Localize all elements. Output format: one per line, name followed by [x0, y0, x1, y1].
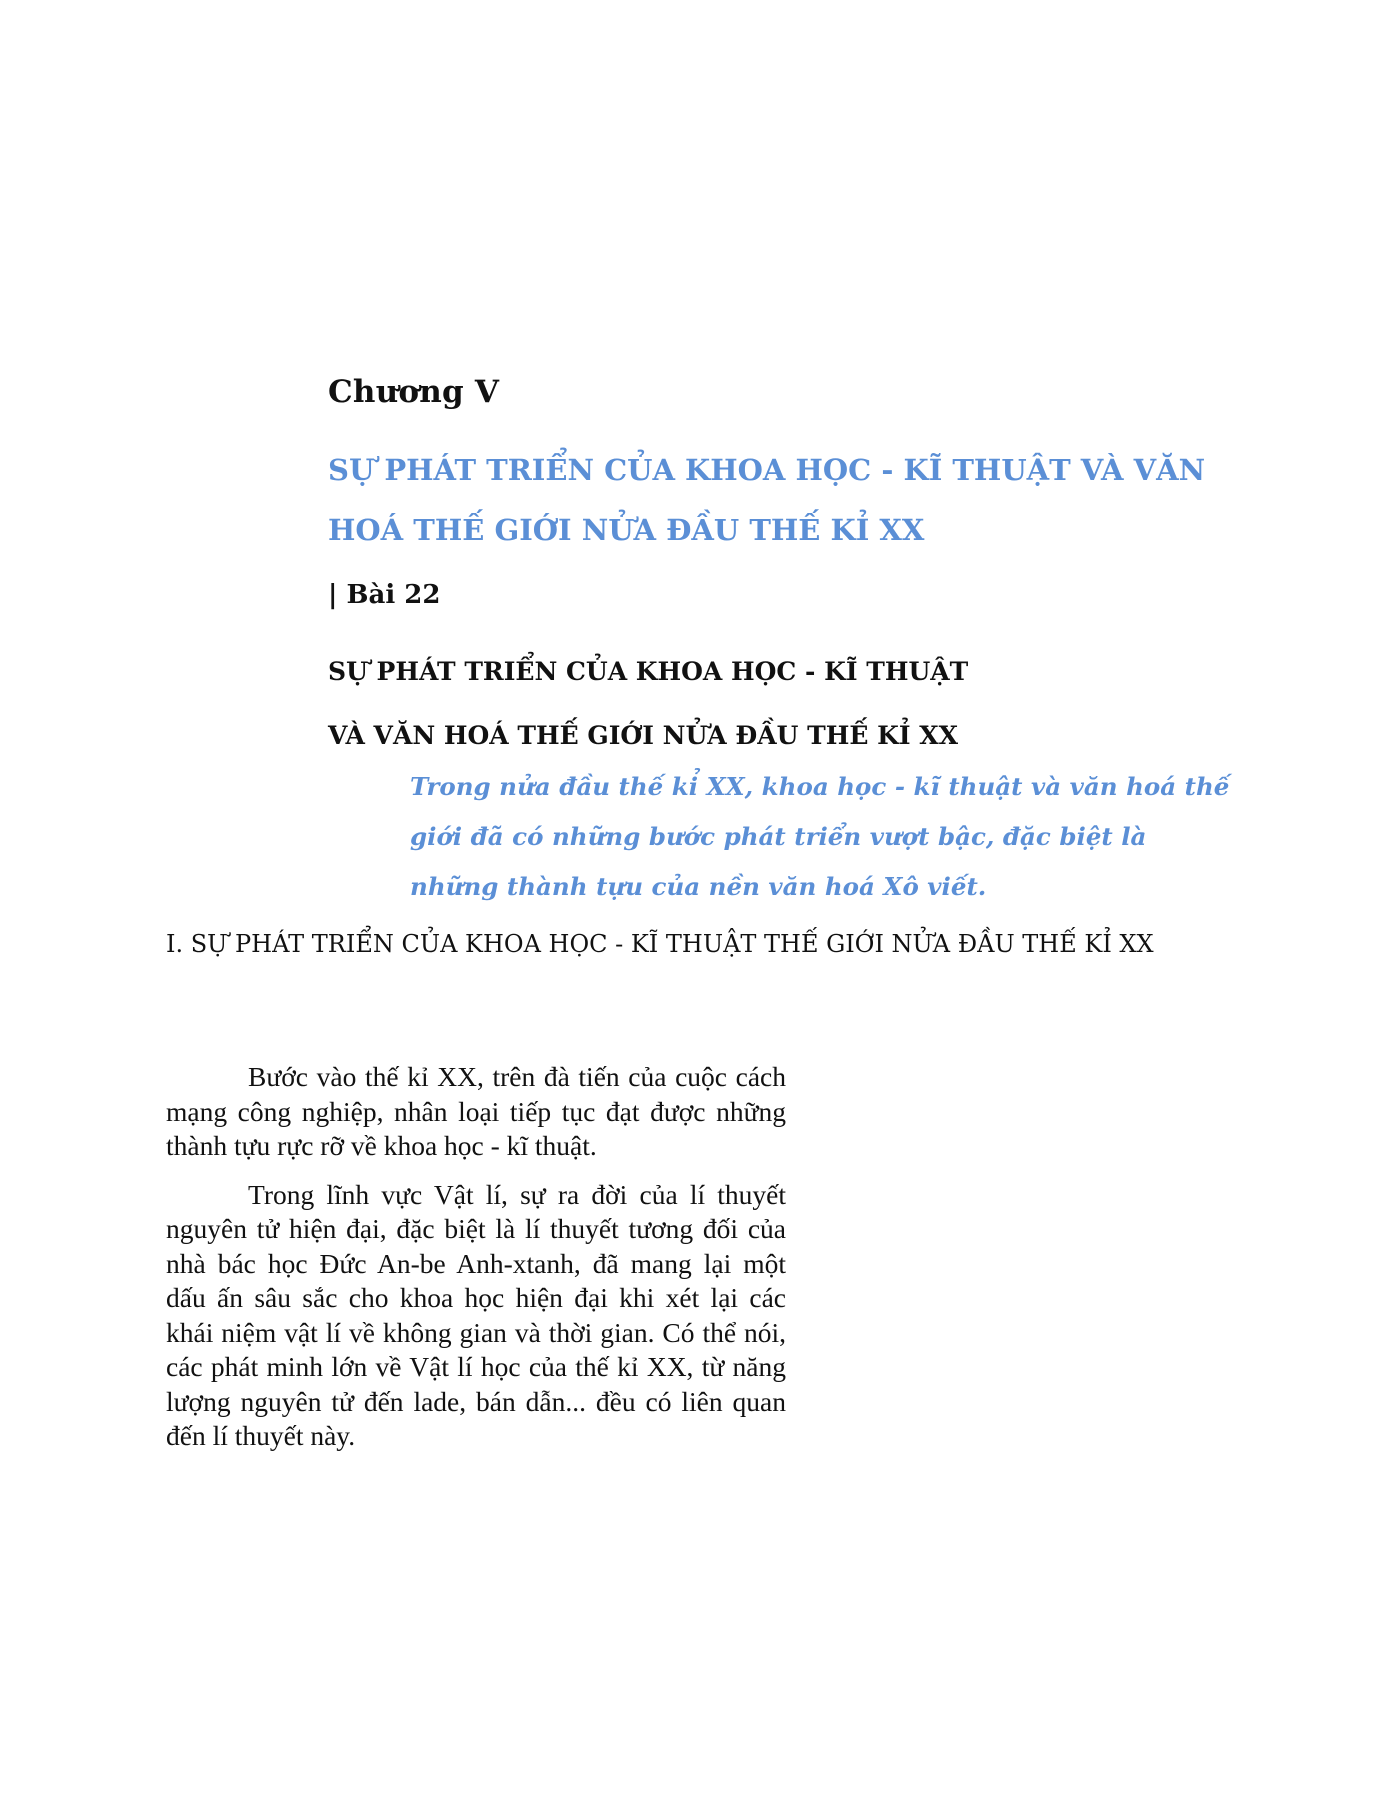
- section-heading: I. SỰ PHÁT TRIỂN CỦA KHOA HỌC - KĨ THUẬT THẾ GIỚI NỬA ĐẦU THẾ KỈ XX: [166, 930, 1154, 958]
- lesson-title-line-2: VÀ VĂN HOÁ THẾ GIỚI NỬA ĐẦU THẾ KỈ XX: [328, 721, 959, 750]
- paragraph-2: Trong lĩnh vực Vật lí, sự ra đời của lí thuyết nguyên tử hiện đại, đặc biệt là lí thuyết tương đối của nhà bác học Đức An-be Anh-xtanh, đã mang lại một dấu ấn sâu sắc cho khoa học hiện đại khi xét lại các khái niệm vật lí về không gian và thời gian. Có thể nói, các phát minh lớn về Vật lí học của thế kỉ XX, từ năng lượng nguyên tử đến lade, bán dẫn... đều có liên quan đến lí thuyết này.: [166, 1178, 786, 1451]
- body-text: [166, 1060, 786, 1468]
- lesson-label: | Bài 22: [328, 580, 441, 610]
- chapter-title: SỰ PHÁT TRIỂN CỦA KHOA HỌC - KĨ THUẬT VÀ VĂN HOÁ THẾ GIỚI NỬA ĐẦU THẾ KỈ XX: [328, 453, 1206, 547]
- paragraph-1: Bước vào thế kỉ XX, trên đà tiến của cuộc cách mạng công nghiệp, nhân loại tiếp tục đạt được những thành tựu rực rỡ về khoa học - kĩ thuật.: [166, 1061, 786, 1161]
- chapter-label: Chương V: [328, 374, 500, 410]
- lesson-title-line-1: SỰ PHÁT TRIỂN CỦA KHOA HỌC - KĨ THUẬT: [328, 657, 969, 686]
- lesson-intro: Trong nửa đầu thế kỉ XX, khoa học - kĩ thuật và văn hoá thế giới đã có những bước phát triển vượt bậc, đặc biệt là những thành tựu của nền văn hoá Xô viết.: [410, 772, 1230, 901]
- lesson-title: [328, 640, 1228, 768]
